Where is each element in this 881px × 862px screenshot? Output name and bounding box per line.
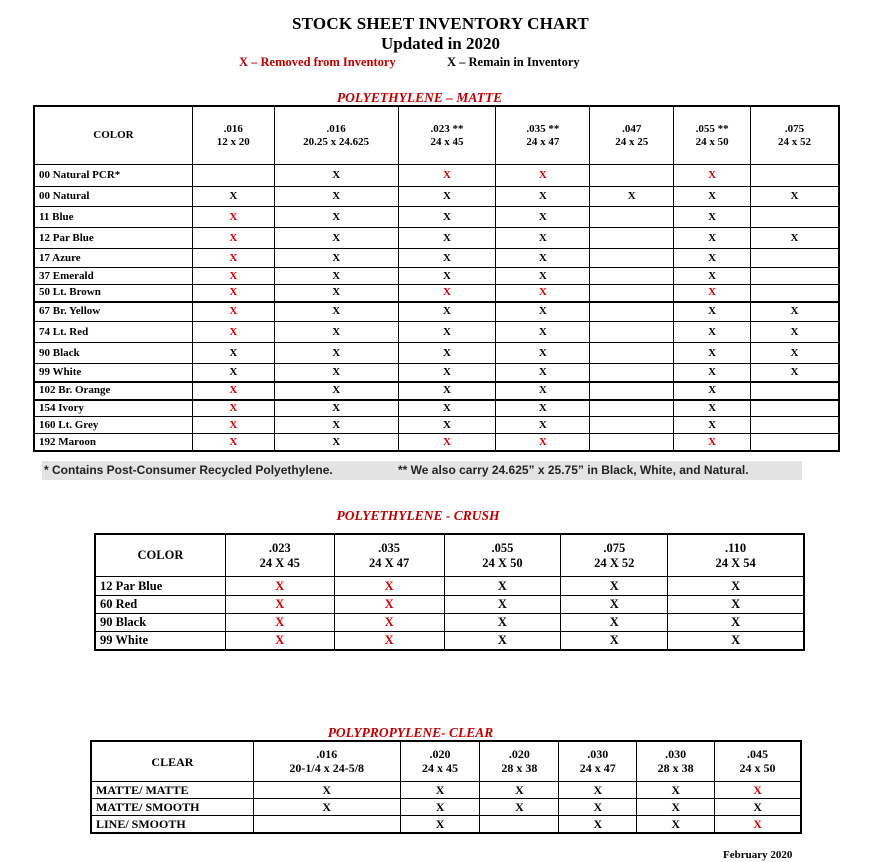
column-header <box>559 742 637 782</box>
removed-mark: X <box>334 614 444 632</box>
table3-title: POLYPROPYLENE- CLEAR <box>327 725 494 740</box>
remain-mark: X <box>274 382 398 400</box>
column-header <box>715 742 801 782</box>
row-color-name: 37 Emerald <box>35 268 193 285</box>
column-gauge: .030 <box>587 746 609 761</box>
table-row <box>35 343 839 364</box>
column-header <box>668 535 804 577</box>
remain-mark: X <box>674 207 751 228</box>
column-gauge: .016 <box>326 122 346 135</box>
table-row <box>96 632 804 650</box>
table1-title: POLYETHYLENE – MATTE <box>336 90 503 105</box>
column-header <box>751 107 839 165</box>
empty-cell <box>590 165 674 187</box>
remain-mark: X <box>398 322 496 343</box>
empty-cell <box>590 207 674 228</box>
removed-mark: X <box>192 285 274 302</box>
column-size: 28 x 38 <box>501 760 538 775</box>
remain-mark: X <box>559 799 637 816</box>
remain-mark: X <box>192 187 274 207</box>
empty-cell <box>751 268 839 285</box>
remain-mark: X <box>715 799 801 816</box>
remain-mark: X <box>398 187 496 207</box>
column-size: 24 X 52 <box>594 555 635 570</box>
table-row <box>96 614 804 632</box>
removed-mark: X <box>398 285 496 302</box>
remain-mark: X <box>496 382 590 400</box>
footnote-carry: ** We also carry 24.625” x 25.75” in Black, White, and Natural. <box>398 463 749 477</box>
color-column-header: COLOR <box>35 107 193 165</box>
remain-mark: X <box>674 400 751 417</box>
empty-cell <box>751 400 839 417</box>
column-size: 24 x 45 <box>422 760 459 775</box>
row-color-name: 67 Br. Yellow <box>35 302 193 322</box>
empty-cell <box>751 382 839 400</box>
table-row <box>35 268 839 285</box>
remain-mark: X <box>444 577 561 596</box>
removed-mark: X <box>398 165 496 187</box>
remain-mark: X <box>751 322 839 343</box>
remain-mark: X <box>274 343 398 364</box>
empty-cell <box>590 417 674 434</box>
remain-mark: X <box>274 187 398 207</box>
column-header <box>480 742 559 782</box>
column-size: 20.25 x 24.625 <box>303 135 370 148</box>
remain-mark: X <box>559 782 637 799</box>
table-row <box>35 302 839 322</box>
column-gauge: .023 ** <box>430 122 464 135</box>
column-gauge: .055 <box>491 541 514 556</box>
table-row <box>35 249 839 268</box>
row-color-name: 99 White <box>35 364 193 382</box>
column-header <box>334 535 444 577</box>
column-header <box>192 107 274 165</box>
column-size: 24 X 54 <box>715 555 756 570</box>
page-subtitle: Updated in 2020 <box>380 34 501 53</box>
remain-mark: X <box>398 343 496 364</box>
empty-cell <box>192 165 274 187</box>
column-header <box>637 742 715 782</box>
remain-mark: X <box>590 187 674 207</box>
remain-mark: X <box>637 816 715 833</box>
column-size: 24 X 50 <box>482 555 523 570</box>
empty-cell <box>751 249 839 268</box>
footnote-pcr: * Contains Post-Consumer Recycled Polyethylene. <box>44 463 333 477</box>
table-row <box>92 816 801 833</box>
polypropylene-clear-table <box>91 741 801 833</box>
remain-mark: X <box>674 382 751 400</box>
page-title: STOCK SHEET INVENTORY CHART <box>292 14 589 33</box>
remain-mark: X <box>274 207 398 228</box>
row-color-name: 12 Par Blue <box>96 577 226 596</box>
row-color-name: 160 Lt. Grey <box>35 417 193 434</box>
empty-cell <box>590 268 674 285</box>
removed-mark: X <box>225 614 334 632</box>
empty-cell <box>590 400 674 417</box>
empty-cell <box>253 816 400 833</box>
remain-mark: X <box>561 577 668 596</box>
removed-mark: X <box>674 285 751 302</box>
remain-mark: X <box>559 816 637 833</box>
removed-mark: X <box>715 816 801 833</box>
removed-mark: X <box>334 596 444 614</box>
column-size: 12 x 20 <box>216 135 250 148</box>
removed-mark: X <box>192 400 274 417</box>
column-gauge: .020 <box>429 746 451 761</box>
row-color-name: 102 Br. Orange <box>35 382 193 400</box>
remain-mark: X <box>496 322 590 343</box>
row-color-name: 00 Natural PCR* <box>35 165 193 187</box>
column-size: 24 x 25 <box>615 135 649 148</box>
polyethylene-matte-table <box>34 106 839 451</box>
empty-cell <box>590 285 674 302</box>
removed-mark: X <box>192 417 274 434</box>
legend-remain: X – Remain in Inventory <box>447 55 580 69</box>
removed-mark: X <box>674 434 751 451</box>
remain-mark: X <box>480 799 559 816</box>
removed-mark: X <box>192 207 274 228</box>
remain-mark: X <box>274 268 398 285</box>
color-column-header: CLEAR <box>92 742 254 782</box>
table-row <box>92 799 801 816</box>
remain-mark: X <box>668 596 804 614</box>
table-row <box>96 596 804 614</box>
table-row <box>92 782 801 799</box>
color-column-header: COLOR <box>96 535 226 577</box>
column-gauge: .110 <box>724 541 747 556</box>
remain-mark: X <box>496 400 590 417</box>
remain-mark: X <box>480 782 559 799</box>
table-row <box>35 400 839 417</box>
removed-mark: X <box>334 632 444 650</box>
remain-mark: X <box>496 417 590 434</box>
row-color-name: 192 Maroon <box>35 434 193 451</box>
remain-mark: X <box>496 207 590 228</box>
removed-mark: X <box>192 249 274 268</box>
column-gauge: .020 <box>508 746 530 761</box>
empty-cell <box>590 302 674 322</box>
remain-mark: X <box>496 302 590 322</box>
remain-mark: X <box>496 343 590 364</box>
remain-mark: X <box>496 364 590 382</box>
remain-mark: X <box>751 187 839 207</box>
table-row <box>35 322 839 343</box>
row-color-name: MATTE/ SMOOTH <box>92 799 254 816</box>
removed-mark: X <box>192 322 274 343</box>
row-color-name: MATTE/ MATTE <box>92 782 254 799</box>
table-row <box>35 382 839 400</box>
remain-mark: X <box>400 782 480 799</box>
remain-mark: X <box>674 364 751 382</box>
remain-mark: X <box>674 322 751 343</box>
empty-cell <box>751 207 839 228</box>
remain-mark: X <box>253 782 400 799</box>
column-gauge: .035 <box>378 541 401 556</box>
column-gauge: .075 <box>784 122 805 135</box>
empty-cell <box>751 165 839 187</box>
remain-mark: X <box>274 417 398 434</box>
remain-mark: X <box>674 417 751 434</box>
footer-date: February 2020 <box>723 849 793 861</box>
column-gauge: .016 <box>316 746 338 761</box>
empty-cell <box>590 382 674 400</box>
column-size: 24 X 45 <box>259 555 300 570</box>
remain-mark: X <box>398 228 496 249</box>
table3-header-row <box>92 742 801 782</box>
row-color-name: 17 Azure <box>35 249 193 268</box>
column-header <box>561 535 668 577</box>
column-header <box>444 535 561 577</box>
remain-mark: X <box>668 632 804 650</box>
remain-mark: X <box>398 400 496 417</box>
removed-mark: X <box>192 228 274 249</box>
removed-mark: X <box>192 302 274 322</box>
remain-mark: X <box>398 302 496 322</box>
column-size: 24 x 47 <box>579 760 616 775</box>
row-color-name: 60 Red <box>96 596 226 614</box>
removed-mark: X <box>334 577 444 596</box>
remain-mark: X <box>274 322 398 343</box>
removed-mark: X <box>225 632 334 650</box>
polyethylene-crush-table <box>95 534 804 650</box>
table-row <box>35 364 839 382</box>
remain-mark: X <box>253 799 400 816</box>
remain-mark: X <box>496 187 590 207</box>
remain-mark: X <box>274 302 398 322</box>
table-row <box>96 577 804 596</box>
column-size: 24 x 45 <box>430 135 464 148</box>
table-row <box>35 285 839 302</box>
remain-mark: X <box>561 596 668 614</box>
removed-mark: X <box>192 434 274 451</box>
table2-header-row <box>96 535 804 577</box>
remain-mark: X <box>400 799 480 816</box>
removed-mark: X <box>225 577 334 596</box>
remain-mark: X <box>496 228 590 249</box>
table-row <box>35 187 839 207</box>
column-gauge: .035 ** <box>526 122 560 135</box>
column-gauge: .075 <box>603 541 626 556</box>
removed-mark: X <box>496 285 590 302</box>
empty-cell <box>590 364 674 382</box>
remain-mark: X <box>192 343 274 364</box>
row-color-name: 90 Black <box>96 614 226 632</box>
table-row <box>35 207 839 228</box>
remain-mark: X <box>561 614 668 632</box>
remain-mark: X <box>274 165 398 187</box>
remain-mark: X <box>192 364 274 382</box>
remain-mark: X <box>398 207 496 228</box>
column-gauge: .030 <box>665 746 687 761</box>
remain-mark: X <box>274 228 398 249</box>
table1-header-row <box>35 107 839 165</box>
row-color-name: 50 Lt. Brown <box>35 285 193 302</box>
remain-mark: X <box>668 577 804 596</box>
remain-mark: X <box>400 816 480 833</box>
column-size: 24 x 52 <box>778 135 812 148</box>
column-header <box>398 107 496 165</box>
empty-cell <box>590 322 674 343</box>
row-color-name: 00 Natural <box>35 187 193 207</box>
remain-mark: X <box>637 782 715 799</box>
column-header <box>400 742 480 782</box>
remain-mark: X <box>398 268 496 285</box>
remain-mark: X <box>496 268 590 285</box>
row-color-name: LINE/ SMOOTH <box>92 816 254 833</box>
remain-mark: X <box>444 614 561 632</box>
row-color-name: 99 White <box>96 632 226 650</box>
empty-cell <box>751 285 839 302</box>
remain-mark: X <box>751 343 839 364</box>
remain-mark: X <box>398 417 496 434</box>
remain-mark: X <box>274 285 398 302</box>
empty-cell <box>480 816 559 833</box>
row-color-name: 90 Black <box>35 343 193 364</box>
remain-mark: X <box>561 632 668 650</box>
footnotes-bar <box>42 461 802 480</box>
removed-mark: X <box>192 382 274 400</box>
removed-mark: X <box>674 165 751 187</box>
column-size: 20-1/4 x 24-5/8 <box>289 760 365 775</box>
empty-cell <box>590 249 674 268</box>
removed-mark: X <box>496 434 590 451</box>
remain-mark: X <box>674 268 751 285</box>
column-header <box>253 742 400 782</box>
row-color-name: 11 Blue <box>35 207 193 228</box>
remain-mark: X <box>274 400 398 417</box>
remain-mark: X <box>674 228 751 249</box>
table-row <box>35 434 839 451</box>
column-header <box>496 107 590 165</box>
column-gauge: .055 ** <box>695 122 729 135</box>
empty-cell <box>751 417 839 434</box>
empty-cell <box>751 434 839 451</box>
column-size: 24 x 50 <box>695 135 729 148</box>
removed-mark: X <box>398 434 496 451</box>
remain-mark: X <box>398 364 496 382</box>
remain-mark: X <box>274 249 398 268</box>
column-size: 28 x 38 <box>657 760 694 775</box>
column-size: 24 x 47 <box>526 135 560 148</box>
table-row <box>35 165 839 187</box>
column-header <box>225 535 334 577</box>
row-color-name: 74 Lt. Red <box>35 322 193 343</box>
table-row <box>35 417 839 434</box>
removed-mark: X <box>715 782 801 799</box>
remain-mark: X <box>274 434 398 451</box>
removed-mark: X <box>225 596 334 614</box>
remain-mark: X <box>668 614 804 632</box>
column-header <box>274 107 398 165</box>
remain-mark: X <box>444 632 561 650</box>
column-gauge: .016 <box>223 122 243 135</box>
column-header <box>590 107 674 165</box>
legend-removed: X – Removed from Inventory <box>239 55 396 69</box>
remain-mark: X <box>751 302 839 322</box>
remain-mark: X <box>398 382 496 400</box>
remain-mark: X <box>674 343 751 364</box>
table-row <box>35 228 839 249</box>
row-color-name: 154 Ivory <box>35 400 193 417</box>
remain-mark: X <box>496 249 590 268</box>
remain-mark: X <box>637 799 715 816</box>
column-gauge: .047 <box>622 122 642 135</box>
empty-cell <box>590 228 674 249</box>
column-gauge: .045 <box>747 746 769 761</box>
remain-mark: X <box>274 364 398 382</box>
empty-cell <box>590 343 674 364</box>
row-color-name: 12 Par Blue <box>35 228 193 249</box>
column-size: 24 x 50 <box>739 760 776 775</box>
column-size: 24 X 47 <box>368 555 410 570</box>
removed-mark: X <box>496 165 590 187</box>
remain-mark: X <box>674 249 751 268</box>
remain-mark: X <box>751 364 839 382</box>
table2-title: POLYETHYLENE - CRUSH <box>336 508 500 523</box>
column-header <box>674 107 751 165</box>
remain-mark: X <box>444 596 561 614</box>
empty-cell <box>590 434 674 451</box>
column-gauge: .023 <box>268 541 291 556</box>
removed-mark: X <box>192 268 274 285</box>
remain-mark: X <box>751 228 839 249</box>
remain-mark: X <box>398 249 496 268</box>
remain-mark: X <box>674 302 751 322</box>
remain-mark: X <box>674 187 751 207</box>
